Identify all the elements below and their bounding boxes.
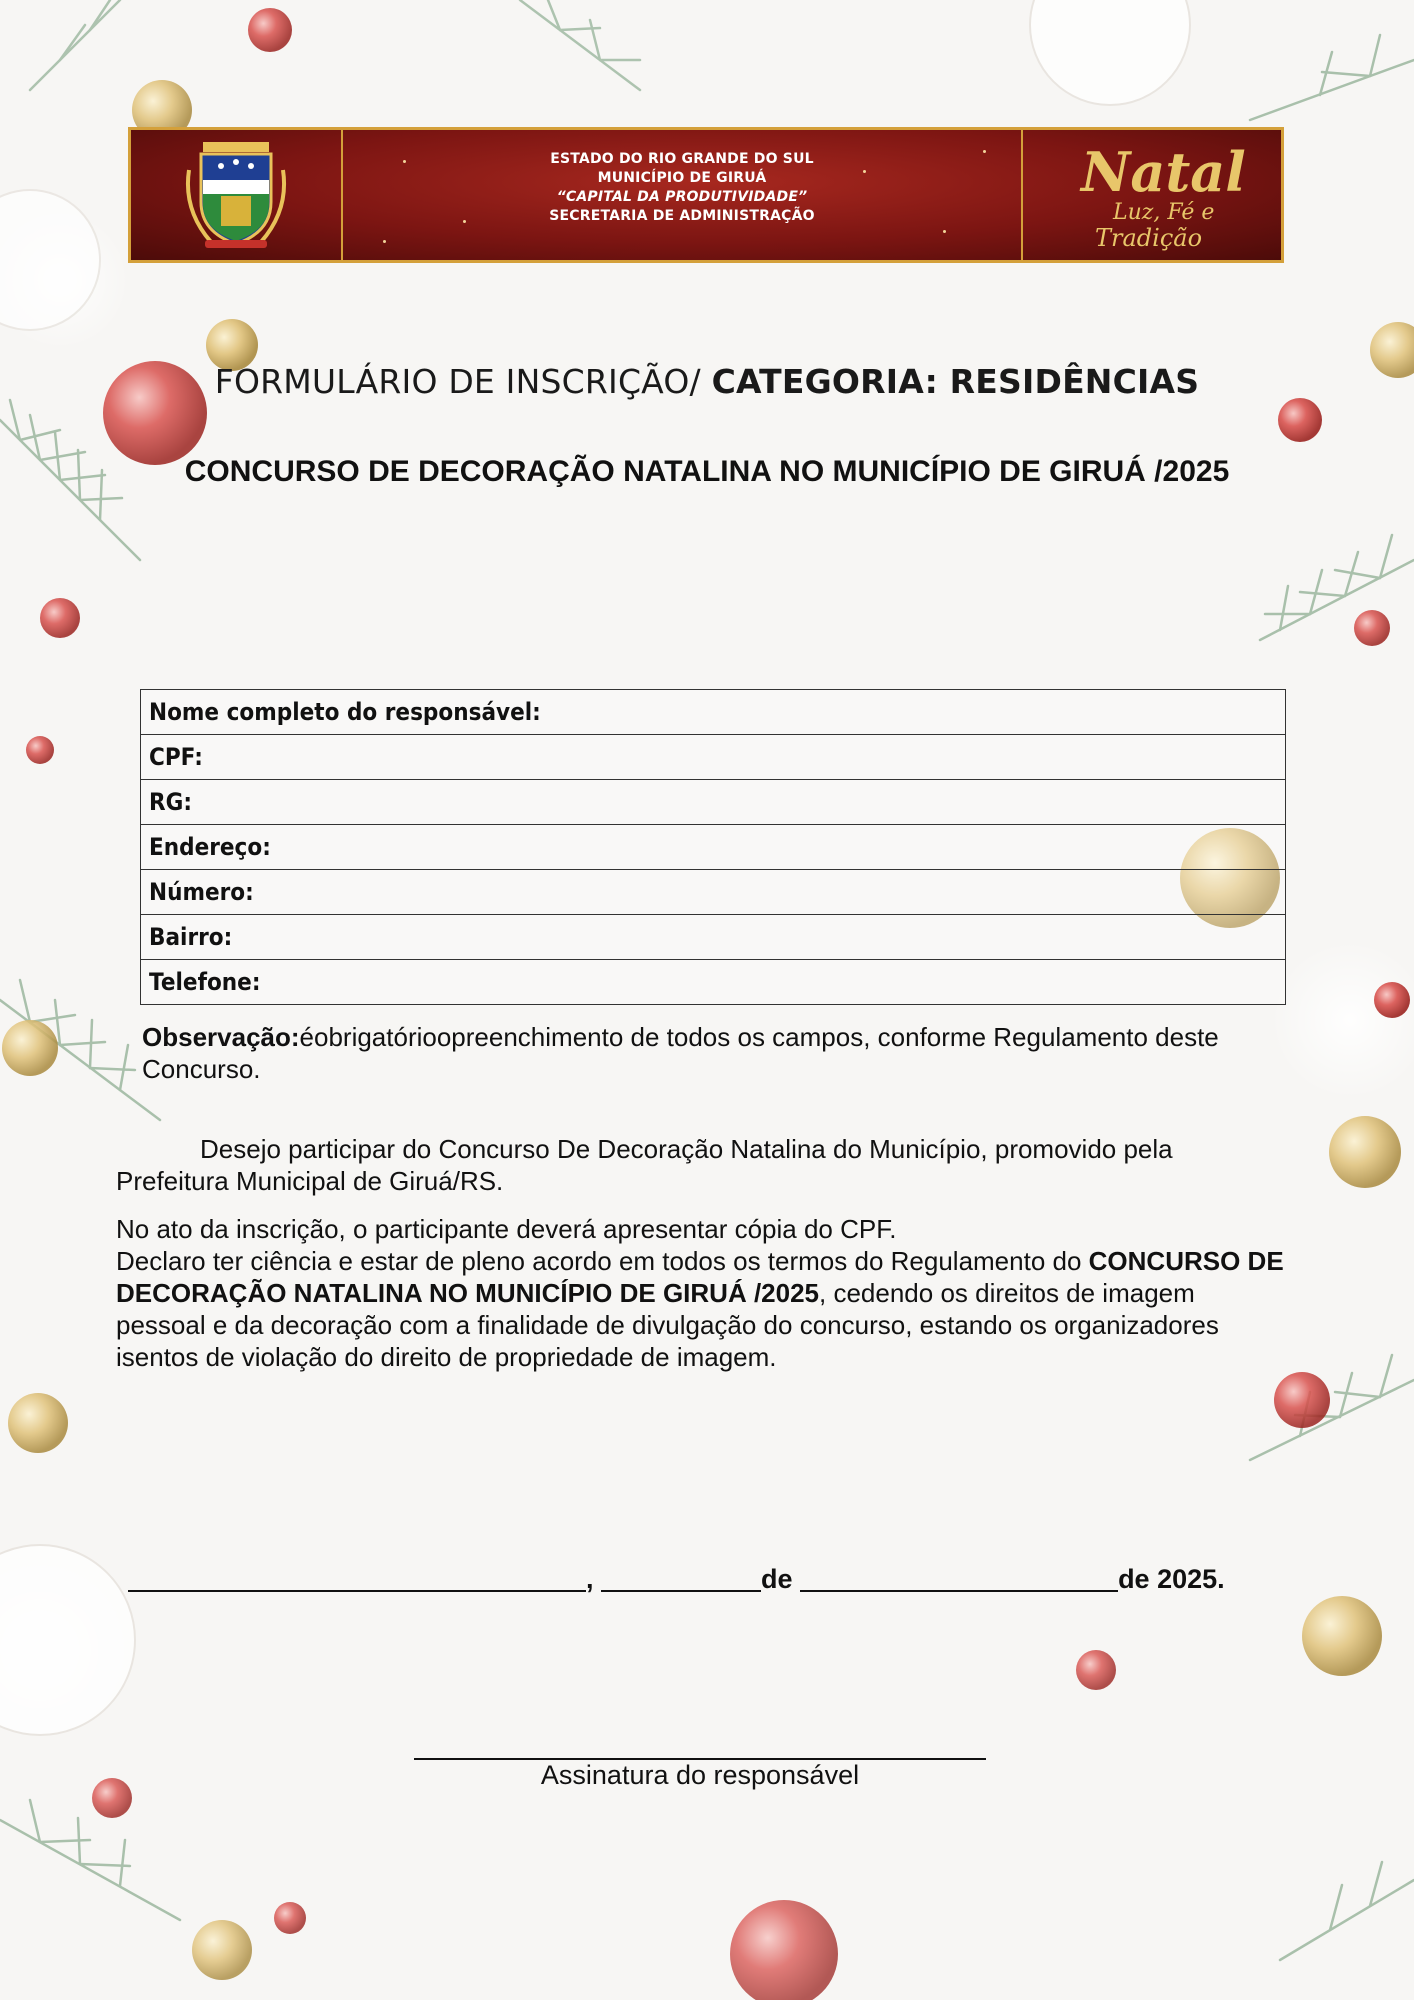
field-address[interactable] [141, 825, 1286, 870]
field-label: Bairro: [149, 923, 233, 951]
natal-logo-line3: Tradição [1095, 224, 1203, 252]
declaration-contest-name: CONCURSO DE DECORAÇÃO NATALINA NO MUNICÍPIO DE GIRUÁ /2025 [116, 1246, 1284, 1308]
contest-title: CONCURSO DE DECORAÇÃO NATALINA NO MUNICÍPIO DE GIRUÁ /2025 [184, 455, 1230, 488]
date-de-1: de [761, 1564, 793, 1594]
signature-label: Assinatura do responsável [540, 1760, 860, 1790]
natal-logo-cell [1023, 130, 1281, 260]
header-slogan: “CAPITAL DA PRODUTIVIDADE” [556, 189, 808, 205]
table-row [141, 735, 1286, 780]
header-municipality: MUNICÍPIO DE GIRUÁ [597, 170, 767, 186]
field-number[interactable] [141, 870, 1286, 915]
participation-paragraph: Desejo participar do Concurso De Decoração Natalina do Município, promovido pela Prefeitura Municipal de Giruá/RS. [116, 1134, 1173, 1196]
table-row [141, 690, 1286, 735]
table-row [141, 780, 1286, 825]
field-label: RG: [149, 788, 193, 816]
observation-label: Observação: [142, 1022, 300, 1052]
declaration-text-end: , cedendo os direitos de imagem pessoal e da decoração com a finalidade de divulgação do concurso, estando os organizadores isentos de violação do direito de propriedade de imagem. [116, 1278, 1219, 1372]
header-department: SECRETARIA DE ADMINISTRAÇÃO [549, 208, 815, 224]
field-full-name[interactable] [141, 690, 1286, 735]
field-cpf[interactable] [141, 735, 1286, 780]
date-comma: , [586, 1564, 594, 1594]
crest-cell [131, 130, 343, 260]
declaration-paragraph [116, 1213, 1286, 1373]
field-label: Endereço: [149, 833, 271, 861]
observation-text: éobrigatórioopreenchimento de todos os campos, conforme Regulamento deste Concurso. [142, 1022, 1219, 1084]
field-label: CPF: [149, 743, 203, 771]
form-title-category: CATEGORIA: RESIDÊNCIAS [711, 362, 1200, 401]
table-row [141, 960, 1286, 1005]
natal-logo-word: Natal [1081, 140, 1246, 204]
field-label: Nome completo do responsável: [149, 698, 541, 726]
field-phone[interactable] [141, 960, 1286, 1005]
declaration-cpf-line: No ato da inscrição, o participante deverá apresentar cópia do CPF. [116, 1214, 897, 1244]
natal-luz-fe-tradicao-logo [1053, 138, 1246, 256]
header-state: ESTADO DO RIO GRANDE DO SUL [550, 151, 814, 167]
field-rg[interactable] [141, 780, 1286, 825]
registration-fields-table [140, 689, 1286, 1005]
header-text-cell [343, 130, 1023, 260]
table-row [141, 870, 1286, 915]
natal-logo-line2: Luz, Fé e [1113, 200, 1215, 225]
form-title [0, 362, 1414, 401]
field-label: Telefone: [149, 968, 261, 996]
field-label: Número: [149, 878, 254, 906]
date-line [128, 1562, 1225, 1595]
city-blank[interactable] [128, 1562, 586, 1592]
declaration-text-start: Declaro ter ciência e estar de pleno acordo em todos os termos do Regulamento do [116, 1246, 1089, 1276]
header-text [343, 150, 1021, 226]
observation-note [142, 1021, 1282, 1085]
municipal-coat-of-arms-icon [181, 140, 291, 252]
table-row [141, 825, 1286, 870]
month-blank[interactable] [800, 1562, 1118, 1592]
date-de-2025: de 2025. [1118, 1564, 1225, 1594]
header-banner [128, 127, 1284, 263]
field-neighborhood[interactable] [141, 915, 1286, 960]
table-row [141, 915, 1286, 960]
day-blank[interactable] [601, 1562, 761, 1592]
form-title-prefix: FORMULÁRIO DE INSCRIÇÃO/ [214, 362, 712, 401]
